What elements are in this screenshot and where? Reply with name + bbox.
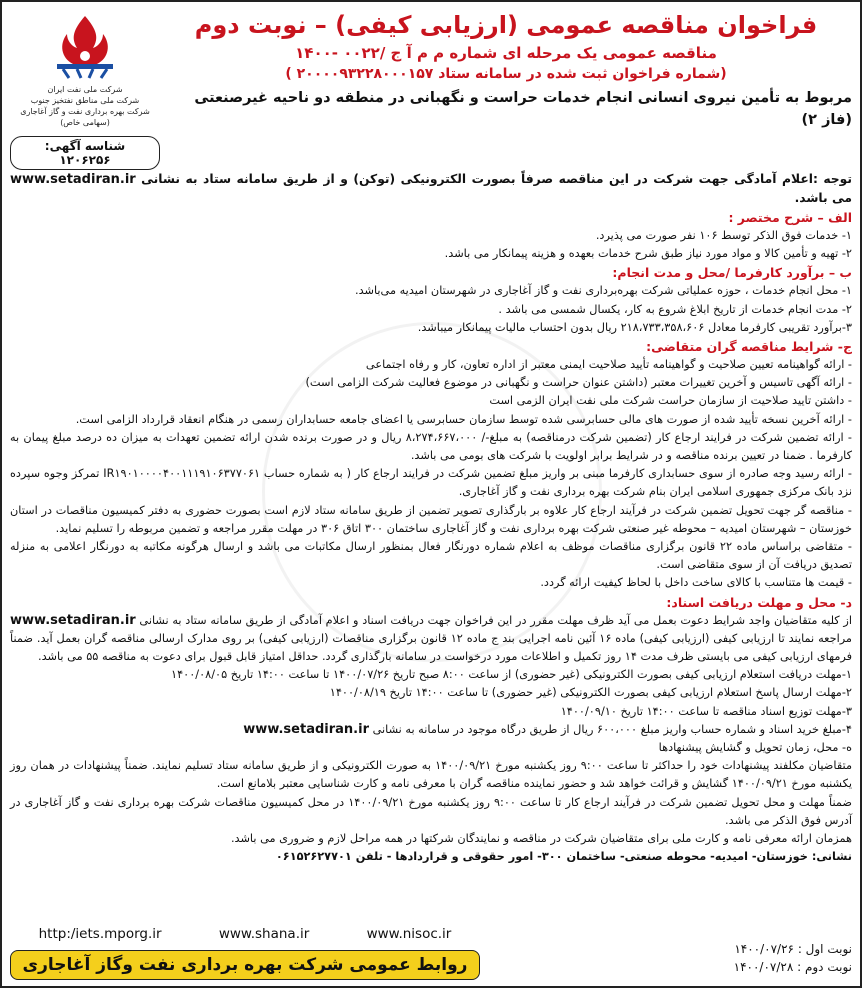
list-item: همزمان ارائه معرفی نامه و کارت ملی برای متقاضیان شرکت در مناقصه و نمایندگان شرکتها در همه مراحل لازم و ضروری می باشد. (230, 832, 852, 846)
notice-body (10, 170, 852, 867)
list-item: ۳-مهلت توزیع اسناد مناقصه تا ساعت ۱۴:۰۰ تاریخ ۱۴۰۰/۰۹/۱۰ (560, 704, 852, 718)
section-d-intro (10, 612, 852, 667)
list-item: - مناقصه گر جهت تحویل تضمین شرکت در فرآیند ارجاع کار علاوه بر بارگذاری تصویر تضمین از طریق سامانه ستاد لازم است بصورت حضوری به دفتر کمیسیون مناقصات در استان خوزستان – شهرستان امیدیه – محوطه غیر صنعتی شرکت بهره برداری نفت و گاز آغاجاری ساختمان ۳۰۰ اتاق ۳۰۶ در مهلت مقرر مراجعه و تضمین مربوطه را تسلیم نماید. (10, 503, 852, 535)
company-name-line1: شرکت ملی نفت ایران (47, 85, 123, 94)
nioc-flame-logo-icon (43, 12, 127, 82)
list-item: - قیمت ها متناسب با کالای ساخت داخل با لحاظ کیفیت ارائه گردد. (540, 576, 852, 590)
list-item: - ارائه تضمین شرکت در فرایند ارجاع کار (تضمین شرکت درمناقصه) به مبلغ-/ ۸،۲۷۴،۶۶۷،۰۰۰ ریال و در صورت برنده شدن ارائه تضمین تعهدات به میزان ده درصد مبلغ پیمان به کارفرما . ضمنا در تعیین برنده مناقصه و در شرایط برابر اولویت با شرکت های بومی می باشد. (10, 430, 852, 463)
section-c-heading: ج- شرایط مناقصه گران متقاضی: (646, 339, 852, 355)
section-d-intro-text2: مراجعه نمایند تا ارزیابی کیفی (ارزیابی کیفی) ماده ۱۶ آئین نامه اجرایی بند ج ماده ۱۲ قانون برگزاری مناقصات (ارزیابی کیفی) بر روی مدارک ارسالی مناقصه گران بعمل آید. ضمناً فرمهای ارزیابی کیفی می بایستی ظرف مدت ۱۴ روز تکمیل و اطلاعات مورد درخواست در سامانه بارگذاری گردد. حداقل امتیاز قابل قبول برای دعوت به مناقصه ۵۵ می باشد. (10, 631, 852, 664)
section-e-heading: ه- محل، زمان تحویل و گشایش پیشنهادها (658, 741, 852, 755)
list-item: - ارائه آخرین نسخه تأیید شده از صورت های مالی حسابرسی شده توسط سازمان حسابرسی یا اعضای جامعه حسابداران رسمی در هنگام انعقاد قرارداد الزامی است. (75, 412, 852, 426)
company-logo-block (10, 8, 160, 170)
company-name-line2: شرکت ملی مناطق نفتخیز جنوب (30, 96, 140, 105)
tender-number: مناقصه عمومی یک مرحله ای شماره م م آ ج /۰۰۲۲ -۱۴۰۰ (295, 44, 717, 62)
list-item: متقاضیان مکلفند پیشنهادات خود را حداکثر تا ساعت ۹:۰۰ روز یکشنبه مورخ ۱۴۰۰/۰۹/۲۱ به صورت الکترونیکی و از طریق سامانه ستاد تسلیم نمایند. ضمناً پیشنهادات در همان روز یکشنبه مورخ ۱۴۰۰/۰۹/۲۱ گشایش و قرائت خواهد شد و حضور نماینده مناقصه گران با معرفی نامه و کارت شناسایی معتبر بلامانع است. (10, 759, 852, 791)
link-shana[interactable]: www.shana.ir (218, 926, 310, 942)
list-item (10, 721, 852, 739)
setadiran-link[interactable]: www.setadiran.ir (243, 721, 369, 737)
ad-id-badge: شناسه آگهی: ۱۲۰۶۲۵۶ (10, 136, 160, 170)
list-item: ۳-برآورد تقریبی کارفرما معادل ۲۱۸،۷۳۳،۳۵۸،۶۰۶ ریال بدون احتساب مالیات پیمانکار میباشد. (417, 320, 852, 334)
section-a-heading: الف – شرح مختصر : (728, 210, 852, 225)
list-item: ۱- محل انجام خدمات ، حوزه عملیاتی شرکت بهره‌برداری نفت و گاز آغاجاری در شهرستان امیدیه می‌باشد. (354, 284, 852, 298)
publication-dates (702, 940, 852, 976)
titles-block (160, 8, 852, 131)
notice-footer (10, 910, 852, 980)
tender-subject: مربوط به تأمین نیروی انسانی انجام خدمات حراست و نگهبانی در منطقه دو ناحیه غیرصنعتی (فاز ۲) (194, 90, 852, 128)
second-publication-date: نوبت دوم : ۱۴۰۰/۰۷/۲۸ (733, 960, 852, 974)
list-item: - داشتن تایید صلاحیت از سازمان حراست شرکت ملی نفت ایران الزمی است (489, 394, 852, 408)
list-item: - ارائه گواهینامه تعیین صلاحیت و گواهینامه تأیید صلاحیت ایمنی معتبر از اداره تعاون، کار و رفاه اجتماعی (365, 358, 852, 372)
section-d-intro-text: از کلیه متقاضیان واجد شرایط دعوت بعمل می آید ظرف مهلت مقرر در این فراخوان جهت دریافت اسناد و اعلام آمادگی از طریق سامانه ستاد به نشانی (139, 613, 852, 627)
link-iets[interactable]: http:/iets.mporg.ir (38, 926, 162, 942)
notice-header (10, 8, 852, 170)
list-item: ۲- مدت انجام خدمات از تاریخ ابلاغ شروع به کار، یکسال شمسی می باشد . (498, 302, 852, 316)
public-relations-banner: روابط عمومی شرکت بهره برداری نفت وگاز آغاجاری (10, 950, 480, 980)
setad-number: (شماره فراخوان ثبت شده در سامانه ستاد ۲۰۰۰۰۹۳۲۲۸۰۰۰۱۵۷ ) (285, 66, 727, 82)
link-nisoc[interactable]: www.nisoc.ir (366, 926, 452, 942)
list-item: - ارائه آگهی تاسیس و آخرین تغییرات معتبر (داشتن عنوان حراست و نگهبانی در موضوع فعالیت شرکت الزامی است) (305, 376, 852, 390)
list-item: - ارائه رسید وجه صادره از سوی حسابداری کارفرما مبنی بر واریز مبلغ تضمین شرکت در فرایند ارجاع کار ( به شماره حساب IR۱۹۰۱۰۰۰۰۴۰۰۱۱۱۹۱۰۶۳۷۷۰۶۱ تمرکز وجوه سپرده نزد بانک مرکزی جمهوری اسلامی ایران بنام شرکت بهره برداری نفت و گاز آغاجاری. (10, 467, 852, 499)
list-item: ضمناً مهلت و محل تحویل تضمین شرکت در فرآیند ارجاع کار تا ساعت ۹:۰۰ روز یکشنبه مورخ ۱۴۰۰/۰۹/۲۱ در محل کمیسیون مناقصات شرکت بهره برداری نفت و گاز آغاجاری در آدرس فوق الذکر می باشد. (10, 795, 852, 827)
document-fee-text: ۴-مبلغ خرید اسناد و شماره حساب واریز مبلغ ۶۰۰،۰۰۰ ریال از طریق درگاه موجود در سامانه به نشانی (372, 722, 852, 736)
company-name-line3: شرکت بهره برداری نفت و گاز آغاجاری (سهامی خاص) (20, 107, 150, 127)
list-item: ۲- تهیه و تأمین کالا و مواد مورد نیاز طبق شرح خدمات بعهده و هزینه پیمانکار می باشد. (444, 247, 852, 261)
list-item: ۱- خدمات فوق الذکر توسط ۱۰۶ نفر صورت می پذیرد. (595, 229, 852, 242)
page-title: فراخوان مناقصه عمومی (ارزیابی کیفی) – نوبت دوم (194, 11, 818, 39)
contact-address: نشانی: خوزستان- امیدیه- محوطه صنعتی- ساختمان ۳۰۰- امور حقوقی و قراردادها - تلفن ۰۶۱۵۲۶۲۷۷۰۱ (275, 850, 852, 864)
setadiran-link[interactable]: www.setadiran.ir (10, 172, 136, 187)
list-item: - متقاضی براساس ماده ۲۲ قانون برگزاری مناقصات موظف به اعلام شماره دورنگار فعال بمنظور ارسال مکاتبات می باشد و ارسال هرگونه مکاتبه به دورنگار اعلامی به منزله تصدیق دریافت آن از سوی متقاضی است. (10, 540, 852, 572)
list-item: ۲-مهلت ارسال پاسخ استعلام ارزیابی کیفی بصورت الکترونیکی (غیر حضوری) تا ساعت ۱۴:۰۰ تاریخ ۱۴۰۰/۰۸/۱۹ (329, 686, 852, 700)
notice-paragraph (10, 170, 852, 208)
section-b-heading: ب – برآورد کارفرما /محل و مدت انجام: (612, 265, 852, 281)
footer-links (10, 926, 480, 942)
notice-text: توجه :اعلام آمادگی جهت شرکت در این مناقصه صرفاً بصورت الکترونیکی (توکن) و از طریق سامانه ستاد به نشانی (141, 172, 852, 186)
setadiran-link[interactable]: www.setadiran.ir (10, 612, 136, 628)
list-item: ۱-مهلت دریافت استعلام ارزیابی کیفی بصورت الکترونیکی (غیر حضوری) از ساعت ۸:۰۰ صبح تاریخ ۱۴۰۰/۰۷/۲۶ تا ساعت ۱۴:۰۰ تاریخ ۱۴۰۰/۰۸/۰۵ (171, 668, 852, 682)
notice-tail: می باشد. (794, 191, 852, 205)
section-d-heading: د- محل و مهلت دریافت اسناد: (666, 594, 852, 610)
footer-links-block (10, 926, 480, 980)
first-publication-date: نوبت اول : ۱۴۰۰/۰۷/۲۶ (734, 942, 852, 956)
